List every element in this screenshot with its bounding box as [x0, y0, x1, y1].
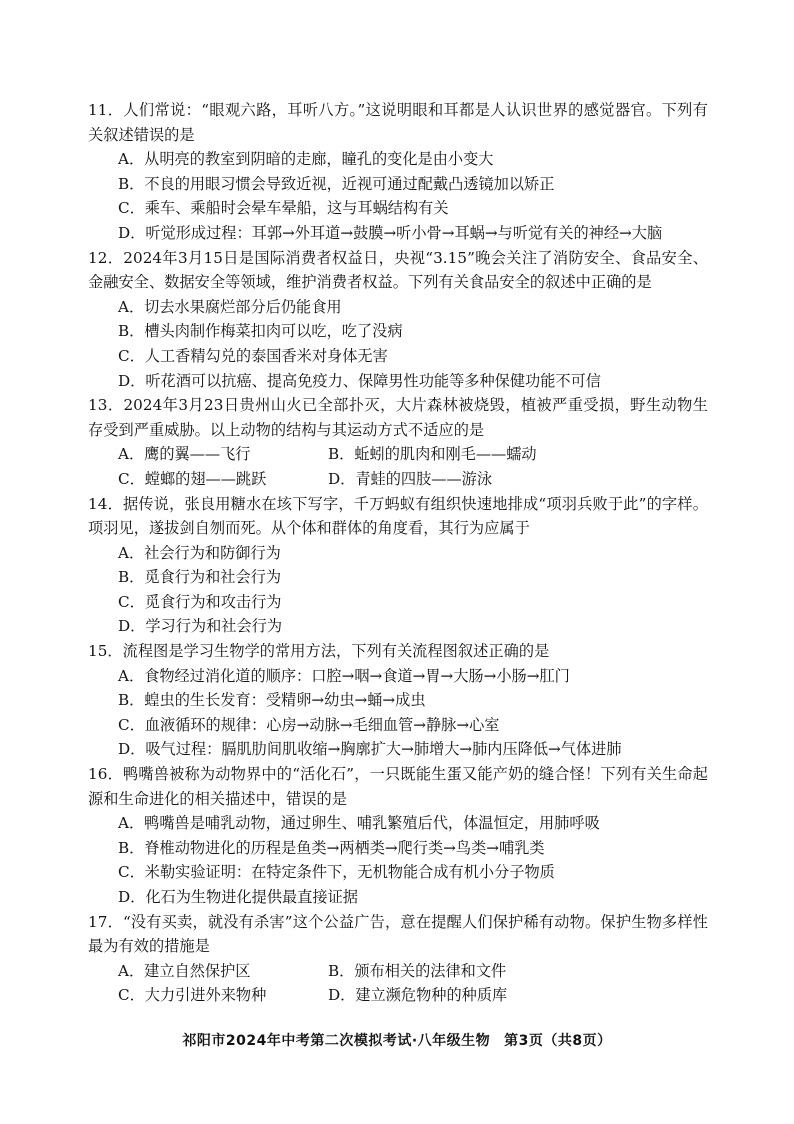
- question-12: [88, 246, 708, 394]
- option-a: A．鸭嘴兽是哺乳动物，通过卵生、哺乳繁殖后代，体温恒定，用肺呼吸: [118, 814, 600, 833]
- question-14: [88, 492, 708, 640]
- option-list: [88, 959, 708, 1008]
- option-c: C．乘车、乘船时会晕车晕船，这与耳蜗结构有关: [118, 199, 449, 218]
- option-c: C．血液循环的规律：心房→动脉→毛细血管→静脉→心室: [118, 715, 500, 734]
- option-b: B．颁布相关的法律和文件: [328, 961, 507, 980]
- option-c: C．大力引进外来物种: [118, 986, 267, 1005]
- option-d: D．化石为生物进化提供最直接证据: [118, 888, 358, 906]
- option-b: B．脊椎动物进化的历程是鱼类→两栖类→爬行类→鸟类→哺乳类: [118, 838, 545, 857]
- option-row: [118, 467, 708, 492]
- option-a: A．社会行为和防御行为: [118, 543, 281, 562]
- option-b: B．不良的用眼习惯会导致近视，近视可通过配戴凸透镜加以矫正: [118, 174, 555, 193]
- question-stem: 11．人们常说：“眼观六路，耳听八方。”这说明眼和耳都是人认识世界的感觉器官。下列有关叙述错误的是: [88, 101, 708, 144]
- option-c: C．米勒实验证明：在特定条件下，无机物能合成有机小分子物质: [118, 863, 555, 882]
- option-d: D．学习行为和社会行为: [118, 617, 283, 636]
- option-d: D．建立濒危物种的种质库: [328, 986, 508, 1005]
- question-stem: 13．2024年3月23日贵州山火已全部扑灭，大片森林被烧毁，植被严重受损，野生动物生存受到严重威胁。以上动物的结构与其运动方式不适应的是: [88, 396, 708, 439]
- question-stem: 16．鸭嘴兽被称为动物界中的“活化石”，一只既能生蛋又能产奶的缝合怪！下列有关生命起源和生命进化的相关描述中，错误的是: [88, 765, 708, 808]
- option-a: A．从明亮的教室到阴暗的走廊，瞳孔的变化是由小变大: [118, 150, 494, 169]
- option-list: [88, 442, 708, 491]
- option-d: D．吸气过程：膈肌肋间肌收缩→胸廓扩大→肺增大→肺内压降低→气体进肺: [118, 740, 622, 759]
- option-a: A．切去水果腐烂部分后仍能食用: [118, 297, 342, 316]
- question-stem: 17．“没有买卖，就没有杀害”这个公益广告，意在提醒人们保护稀有动物。保护生物多样性最为有效的措施是: [88, 912, 708, 956]
- option-b: B．槽头肉制作梅菜扣肉可以吃，吃了没病: [118, 322, 403, 341]
- option-a: A．鹰的翼——飞行: [118, 445, 251, 464]
- option-row: [118, 959, 708, 984]
- question-11: [88, 98, 708, 246]
- option-list: [88, 541, 708, 639]
- option-list: [88, 811, 708, 909]
- question-stem: 15．流程图是学习生物学的常用方法，下列有关流程图叙述正确的是: [88, 642, 550, 661]
- option-b: B．觅食行为和社会行为: [118, 568, 282, 587]
- option-c: C．人工香精勾兑的泰国香米对身体无害: [118, 346, 388, 365]
- option-list: [88, 295, 708, 393]
- option-b: B．蝗虫的生长发育：受精卵→幼虫→蛹→成虫: [118, 691, 426, 710]
- exam-title: 祁阳市2024年中考第二次模拟考试·八年级生物: [182, 1033, 491, 1049]
- question-list: [88, 98, 708, 1008]
- question-17: [88, 910, 708, 1008]
- option-row: [118, 983, 708, 1008]
- question-15: [88, 639, 708, 762]
- question-stem: 12．2024年3月15日是国际消费者权益日，央视“3.15”晚会关注了消防安全、食品安全、金融安全、数据安全等领域，维护消费者权益。下列有关食品安全的叙述中正确的是: [88, 248, 708, 292]
- page-number: 第3页（共8页）: [504, 1033, 612, 1049]
- option-d: D．青蛙的四肢——游泳: [328, 469, 493, 488]
- option-a: A．食物经过消化道的顺序：口腔→咽→食道→胃→大肠→小肠→肛门: [118, 666, 570, 685]
- option-c: C．螳螂的翅——跳跃: [118, 469, 267, 488]
- question-13: [88, 393, 708, 491]
- option-d: D．听花酒可以抗癌、提高免疫力、保障男性功能等多种保健功能不可信: [118, 371, 601, 390]
- option-list: [88, 147, 708, 245]
- option-list: [88, 664, 708, 762]
- option-c: C．觅食行为和攻击行为: [118, 592, 282, 611]
- question-16: [88, 762, 708, 910]
- option-d: D．听觉形成过程：耳郭→外耳道→鼓膜→听小骨→耳蜗→与听觉有关的神经→大脑: [118, 223, 663, 242]
- page-footer: [0, 1030, 794, 1050]
- option-a: A．建立自然保护区: [118, 961, 251, 980]
- option-b: B．蚯蚓的肌肉和刚毛——蠕动: [328, 445, 537, 464]
- question-stem: 14．据传说，张良用糖水在垓下写字，千万蚂蚁有组织快速地排成“项羽兵败于此”的字样。项羽见，遂拔剑自刎而死。从个体和群体的角度看，其行为应属于: [88, 494, 708, 538]
- option-row: [118, 442, 708, 467]
